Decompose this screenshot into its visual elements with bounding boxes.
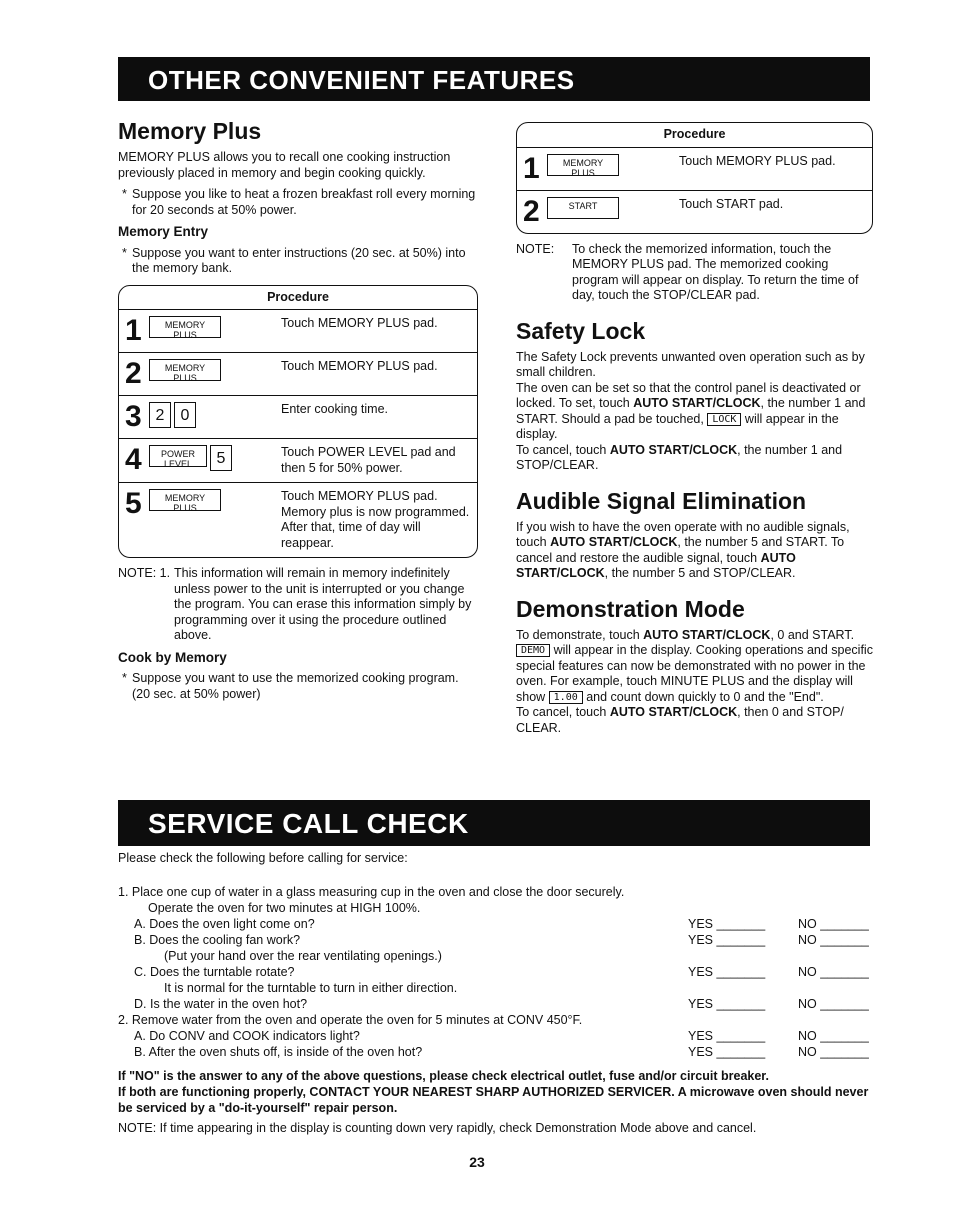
procedure-step <box>517 148 872 191</box>
procedure-step <box>119 396 477 439</box>
no-field: NO _______ <box>798 1045 869 1059</box>
procedure-header: Procedure <box>119 286 477 311</box>
safety-lock-title: Safety Lock <box>516 317 646 344</box>
procedure-step <box>119 439 477 483</box>
yes-field: YES _______ <box>688 997 766 1011</box>
step-number: 1 <box>523 151 540 185</box>
note-text: To check the memorized information, touch the MEMORY PLUS pad. The memorized cooking program will appear on display. To return the time of day, touch the STOP/CLEAR pad. <box>572 241 859 302</box>
question-row: A. Does the oven light come on? YES _______ NO _______ <box>118 916 878 932</box>
left-column <box>118 118 478 708</box>
step-text: Enter cooking time. <box>281 402 388 416</box>
number-key: 5 <box>210 445 232 471</box>
procedure-step <box>119 483 477 557</box>
service-warning-2: If both are functioning properly, CONTACT YOUR NEAREST SHARP AUTHORIZED SERVICER. A microwave oven should never be serviced by a "do-it-yourself" repair person. <box>118 1085 869 1115</box>
timer-display: 1.00 <box>549 691 583 704</box>
memory-plus-title: Memory Plus <box>118 118 262 144</box>
start-key: START <box>547 197 619 219</box>
memory-plus-key: MEMORY PLUS <box>547 154 619 176</box>
banner-title: SERVICE CALL CHECK <box>148 808 469 839</box>
audible-title: Audible Signal Elimination <box>516 487 807 514</box>
section-banner-service <box>118 800 870 846</box>
memory-plus-key: MEMORY PLUS <box>149 489 221 511</box>
cook-procedure <box>516 122 873 234</box>
procedure-step <box>517 191 872 233</box>
question-row: A. Do CONV and COOK indicators light? YES _______ NO _______ <box>118 1028 878 1044</box>
demo-display: DEMO <box>516 644 550 657</box>
no-field: NO _______ <box>798 933 869 947</box>
memory-plus-intro: MEMORY PLUS allows you to recall one cooking instruction previously placed in memory and begin cooking quickly. <box>118 150 451 180</box>
banner-title: OTHER CONVENIENT FEATURES <box>148 65 575 95</box>
question-subtext: (Put your hand over the rear ventilating openings.) <box>164 949 442 963</box>
service-q2: 2. Remove water from the oven and operate the oven for 5 minutes at CONV 450°F. <box>118 1013 583 1027</box>
safety-lock-p1: The Safety Lock prevents unwanted oven operation such as by small children. <box>516 349 865 379</box>
step-number: 1 <box>125 314 142 347</box>
yes-field: YES _______ <box>688 965 766 979</box>
demo-text: To demonstrate, touch AUTO START/CLOCK, 0 and START. DEMO will appear in the display. Cooking operations and specific special features can now be demonstrated with no power in the oven. For example, touch MINUTE PLUS and the display will show 1.00 and count down quickly to 0 and the "End". <box>516 627 873 704</box>
yes-field: YES _______ <box>688 917 766 931</box>
audible-text: If you wish to have the oven operate with no audible signals, touch AUTO START/CLOCK, the number 5 and START. To cancel and restore the audible signal, touch AUTO START/CLOCK, the number 5 and STOP/CLEAR. <box>516 519 850 580</box>
procedure-header: Procedure <box>517 123 872 148</box>
step-number: 2 <box>125 357 142 390</box>
step-number: 5 <box>125 487 142 520</box>
step-text: Touch MEMORY PLUS pad. Memory plus is now programmed. After that, time of day will reappear. <box>281 489 470 550</box>
service-warning-1: If "NO" is the answer to any of the above questions, please check electrical outlet, fuse and/or circuit breaker. <box>118 1069 769 1083</box>
question-row: C. Does the turntable rotate? YES _______ NO _______ <box>118 964 878 980</box>
yes-field: YES _______ <box>688 933 766 947</box>
service-note: NOTE: If time appearing in the display is counting down very rapidly, check Demonstration Mode above and cancel. <box>118 1121 757 1135</box>
safety-lock-p3: To cancel, touch AUTO START/CLOCK, the number 1 and STOP/CLEAR. <box>516 442 843 472</box>
step-text: Touch MEMORY PLUS pad. <box>281 359 438 373</box>
procedure-step <box>119 310 477 353</box>
step-text: Touch POWER LEVEL pad and then 5 for 50% power. <box>281 445 456 475</box>
memory-plus-bullet: * Suppose you like to heat a frozen breakfast roll every morning for 20 seconds at 50% power. <box>118 187 478 218</box>
number-key: 0 <box>174 402 196 428</box>
cook-by-memory-title: Cook by Memory <box>118 649 227 665</box>
memory-entry-title: Memory Entry <box>118 224 209 239</box>
cook-by-memory-bullet: * Suppose you want to use the memorized cooking program. (20 sec. at 50% power) <box>118 671 478 702</box>
question-row: D. Is the water in the oven hot? YES _______ NO _______ <box>118 996 878 1012</box>
yes-field: YES _______ <box>688 1045 766 1059</box>
question-subtext: It is normal for the turntable to turn in either direction. <box>164 981 458 995</box>
lock-display: LOCK <box>707 413 741 426</box>
memory-entry-bullet: * Suppose you want to enter instructions (20 sec. at 50%) into the memory bank. <box>118 246 478 277</box>
service-check <box>118 850 878 1136</box>
service-intro: Please check the following before calling for service: <box>118 851 408 865</box>
no-field: NO _______ <box>798 965 869 979</box>
step-number: 4 <box>125 443 142 476</box>
page-number: 23 <box>469 1154 485 1170</box>
yes-field: YES _______ <box>688 1029 766 1043</box>
step-text: Touch START pad. <box>679 196 784 211</box>
no-field: NO _______ <box>798 997 869 1011</box>
question-row: B. Does the cooling fan work? YES _______ NO _______ <box>118 932 878 948</box>
memory-note <box>118 566 478 644</box>
no-field: NO _______ <box>798 917 869 931</box>
no-field: NO _______ <box>798 1029 869 1043</box>
step-text: Touch MEMORY PLUS pad. <box>679 153 836 168</box>
memory-plus-key: MEMORY PLUS <box>149 316 221 338</box>
procedure-step <box>119 353 477 396</box>
step-number: 2 <box>523 194 540 228</box>
note-text: This information will remain in memory indefinitely unless power to the unit is interrupted or you change the program. You can erase this information simply by programming over it using the procedure outlined above. <box>174 566 472 642</box>
service-q1: 1. Place one cup of water in a glass measuring cup in the oven and close the door securely. <box>118 885 625 899</box>
note-label: NOTE: <box>516 241 555 256</box>
step-number: 3 <box>125 400 142 433</box>
number-key: 2 <box>149 402 171 428</box>
memory-entry-procedure <box>118 285 478 559</box>
memory-plus-key: MEMORY PLUS <box>149 359 221 381</box>
right-column <box>516 118 873 736</box>
power-level-key: POWER LEVEL <box>149 445 207 467</box>
demo-title: Demonstration Mode <box>516 595 745 622</box>
step-text: Touch MEMORY PLUS pad. <box>281 316 438 330</box>
question-row: B. After the oven shuts off, is inside of the oven hot? YES _______ NO _______ <box>118 1044 878 1060</box>
note-label: NOTE: 1. <box>118 566 171 580</box>
service-q1b: Operate the oven for two minutes at HIGH 100%. <box>148 901 421 915</box>
safety-lock-p2: The oven can be set so that the control panel is deactivated or locked. To set, touch AUTO START/CLOCK, the number 1 and START. Should a pad be touched, LOCK will appear in the display. <box>516 380 866 441</box>
section-banner-features <box>118 57 870 101</box>
demo-cancel: To cancel, touch AUTO START/CLOCK, then 0 and STOP/ CLEAR. <box>516 705 844 735</box>
display-note <box>516 242 873 304</box>
